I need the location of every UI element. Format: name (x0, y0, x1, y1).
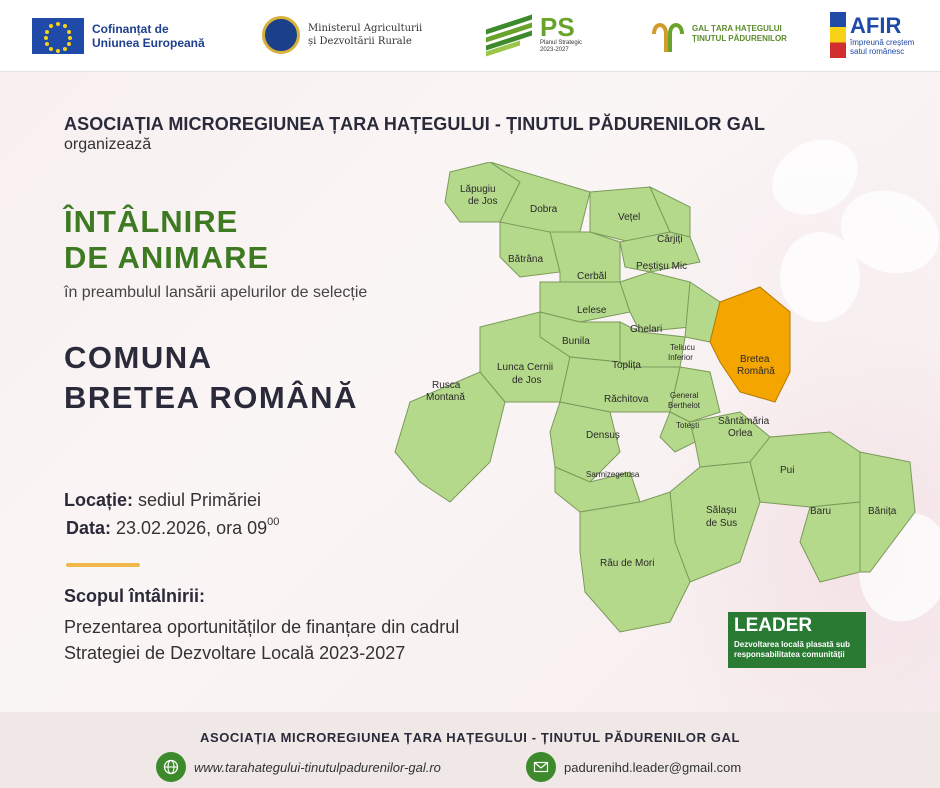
ps-logo-line2: 2023-2027 (540, 47, 569, 53)
ps-logo-line1: Planul Strategic (540, 40, 583, 46)
date-label: Data: (66, 518, 112, 538)
organizer-title: ASOCIAȚIA MICROREGIUNEA ȚARA HAȚEGULUI - ȚINUTUL PĂDURENILOR GAL (64, 114, 766, 134)
event-subtitle: în preambulul lansării apelurilor de selecție (64, 284, 368, 301)
hero-section (0, 72, 940, 712)
globe-icon (156, 752, 186, 782)
map-label: de Sus (706, 518, 738, 529)
commune-title (64, 338, 358, 418)
map-label: de Jos (468, 196, 498, 207)
section-divider (66, 563, 140, 567)
event-title-line1: ÎNTÂLNIRE (64, 204, 239, 239)
email-contact (526, 752, 741, 782)
website-link[interactable]: www.tarahategului-tinutulpadurenilor-gal.ro (194, 759, 441, 775)
gal-logo-line2: ȚINUTUL PĂDURENILOR (692, 34, 787, 43)
logo-bar (0, 0, 940, 72)
date-line (66, 518, 279, 539)
map-region-bretea-romana (710, 287, 790, 402)
ps-logo-title: PS (540, 12, 575, 42)
website-contact (156, 752, 441, 782)
map-label: General (670, 391, 699, 400)
footer (0, 712, 940, 788)
map-label: Cerbăl (577, 271, 607, 282)
location-line (64, 490, 261, 511)
map-label: Sălașu (706, 505, 737, 516)
map-label: Sântămăria (718, 416, 770, 427)
map-region-ghelari (620, 272, 690, 332)
afir-logo-line1: împreună creștem (850, 38, 915, 47)
date-time-superscript: 00 (267, 516, 280, 528)
map-label: Pui (780, 465, 795, 476)
eu-logo-line2: Uniunea Europeană (92, 36, 205, 50)
map-label: Bătrâna (508, 254, 544, 265)
leader-line2: responsabilitatea comunității (734, 650, 845, 659)
afir-logo-line2: satul românesc (850, 47, 905, 56)
eu-flag-icon (32, 18, 84, 54)
ministry-line2: și Dezvoltării Rurale (308, 36, 412, 47)
ps-logo (486, 14, 582, 54)
leader-title: LEADER (734, 615, 813, 636)
map-label: Montană (426, 392, 465, 403)
ministry-logo (262, 16, 422, 54)
gal-logo-line1: GAL ȚARA HAȚEGULUI (692, 24, 782, 33)
event-title (64, 204, 269, 276)
afir-logo (830, 12, 914, 58)
map-label: Totești (676, 421, 700, 430)
map-label: Lelese (577, 305, 607, 316)
map-label: Bretea (740, 354, 770, 365)
eu-logo-line1: Cofinanțat de (92, 22, 169, 36)
envelope-icon (526, 752, 556, 782)
eu-logo (32, 18, 205, 54)
map-label: Densuș (586, 430, 620, 441)
map-label: Cârjiți (657, 234, 683, 245)
gal-logo (648, 14, 787, 54)
email-link[interactable]: padurenihd.leader@gmail.com (564, 759, 742, 775)
map-label: Toplița (612, 360, 641, 371)
map-label: de Jos (512, 375, 542, 386)
organizer-subtitle: organizează (64, 136, 152, 153)
map-label: Râu de Mori (600, 558, 655, 569)
ministry-line1: Ministerul Agriculturii (308, 23, 423, 34)
footer-title: ASOCIAȚIA MICROREGIUNEA ȚARA HAȚEGULUI - ȚINUTUL PĂDURENILOR GAL (199, 730, 741, 745)
government-seal-icon (262, 16, 300, 54)
map-label: Orlea (728, 428, 753, 439)
region-map (390, 162, 930, 662)
map-label: Inferior (668, 353, 693, 362)
map-label: Peștișu Mic (636, 261, 688, 272)
map-label: Baru (810, 506, 832, 517)
leader-line1: Dezvoltarea locală plasată sub (734, 640, 851, 649)
map-label: Teliucu (670, 343, 695, 352)
gal-emblem-icon (648, 14, 688, 54)
map-label: Română (737, 366, 775, 377)
map-label: Sarmizegetusa (586, 470, 640, 479)
map-label: Berthelot (668, 401, 701, 410)
map-label: Lăpugiu (460, 184, 496, 195)
map-region-pui (750, 432, 860, 507)
date-value: 23.02.2026, ora 09 (111, 518, 268, 538)
event-title-line2: DE ANIMARE (64, 240, 270, 275)
scope-title: Scopul întâlnirii: (64, 586, 206, 606)
map-label: Răchitova (604, 394, 649, 405)
ps-stripes-icon (486, 14, 536, 54)
map-label: Rusca (432, 380, 461, 391)
map-label: Ghelari (630, 324, 663, 335)
location-label: Locație: (64, 490, 134, 510)
afir-logo-title: AFIR (850, 13, 902, 38)
map-label: Lunca Cernii (497, 362, 554, 373)
commune-line1: COMUNA (64, 340, 213, 375)
afir-emblem-icon (830, 12, 846, 58)
leader-badge (728, 612, 866, 668)
map-label: Dobra (530, 204, 558, 215)
commune-line2: BRETEA ROMÂNĂ (64, 380, 358, 415)
location-value: sediul Primăriei (133, 490, 262, 510)
map-label: Bunila (562, 336, 590, 347)
map-label: Bănița (868, 506, 897, 517)
scope-text: Prezentarea oportunităților de finanțare din cadrul Strategiei de Dezvoltare Locală 2023-2027 (64, 617, 460, 663)
map-label: Vețel (618, 212, 641, 223)
